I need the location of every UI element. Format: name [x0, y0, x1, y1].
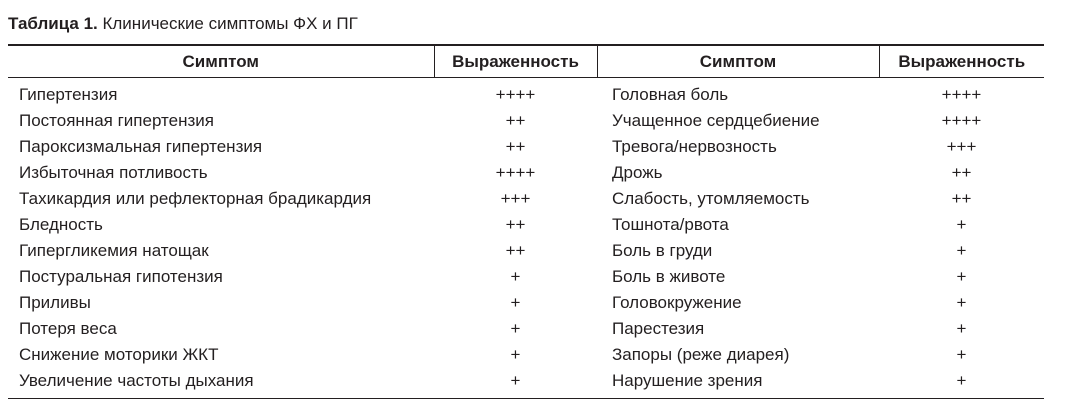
right-severity-cell: ++++ — [941, 85, 982, 104]
header-severity-left: Выраженность — [434, 45, 597, 78]
left-severity-cell: + — [510, 371, 521, 390]
right-symptom-cell: Учащенное сердцебиение — [612, 111, 820, 130]
left-symptom-cell: Гипертензия — [19, 85, 118, 104]
right-symptom-cell: Дрожь — [612, 163, 663, 182]
right-severity-cell: + — [956, 319, 967, 338]
right-symptom-cell: Головная боль — [612, 85, 729, 104]
left-severity-cell: ++ — [505, 111, 526, 130]
right-severity-cell: + — [956, 293, 967, 312]
right-symptom-cell: Слабость, утомляемость — [612, 189, 810, 208]
left-severity-cell: ++ — [505, 241, 526, 260]
left-symptom-cell: Потеря веса — [19, 319, 117, 338]
left-severity-cell: + — [510, 345, 521, 364]
header-symptom-right: Симптом — [597, 45, 879, 78]
left-symptom-cell: Избыточная потливость — [19, 163, 208, 182]
left-symptom-cell: Пароксизмальная гипертензия — [19, 137, 263, 156]
table-row — [8, 78, 1044, 109]
table-row — [8, 108, 1044, 134]
right-severity-cell: +++ — [946, 137, 977, 156]
table-row — [8, 134, 1044, 160]
table-row — [8, 186, 1044, 212]
table-row — [8, 368, 1044, 399]
left-symptom-cell: Увеличение частоты дыхания — [19, 371, 254, 390]
table-caption — [8, 14, 358, 34]
right-severity-cell: ++ — [951, 189, 972, 208]
table-row — [8, 264, 1044, 290]
left-symptom-cell: Снижение моторики ЖКТ — [19, 345, 219, 364]
table-row — [8, 212, 1044, 238]
left-severity-cell: ++++ — [495, 85, 536, 104]
table-row — [8, 290, 1044, 316]
right-severity-cell: + — [956, 215, 967, 234]
left-severity-cell: ++ — [505, 215, 526, 234]
right-symptom-cell: Тревога/нервозность — [612, 137, 777, 156]
left-severity-cell: + — [510, 267, 521, 286]
table-caption-text: Клинические симптомы ФХ и ПГ — [97, 14, 358, 33]
table-header-row — [8, 45, 1044, 78]
left-symptom-cell: Бледность — [19, 215, 103, 234]
right-symptom-cell: Нарушение зрения — [612, 371, 763, 390]
table-row — [8, 316, 1044, 342]
left-severity-cell: ++++ — [495, 163, 536, 182]
left-severity-cell: + — [510, 293, 521, 312]
left-symptom-cell: Приливы — [19, 293, 91, 312]
right-symptom-cell: Запоры (реже диарея) — [612, 345, 790, 364]
right-severity-cell: + — [956, 241, 967, 260]
table-row — [8, 238, 1044, 264]
header-symptom-left: Симптом — [8, 45, 434, 78]
table-body — [8, 78, 1044, 399]
left-severity-cell: ++ — [505, 137, 526, 156]
left-symptom-cell: Тахикардия или рефлекторная брадикардия — [19, 189, 372, 208]
left-symptom-cell: Постуральная гипотензия — [19, 267, 223, 286]
right-severity-cell: + — [956, 371, 967, 390]
right-symptom-cell: Боль в животе — [612, 267, 726, 286]
right-severity-cell: ++++ — [941, 111, 982, 130]
right-severity-cell: + — [956, 267, 967, 286]
table-header — [8, 45, 1044, 78]
right-symptom-cell: Головокружение — [612, 293, 742, 312]
right-severity-cell: + — [956, 345, 967, 364]
left-symptom-cell: Постоянная гипертензия — [19, 111, 214, 130]
table-row — [8, 342, 1044, 368]
table-row — [8, 160, 1044, 186]
right-severity-cell: ++ — [951, 163, 972, 182]
left-severity-cell: + — [510, 319, 521, 338]
symptoms-table — [8, 44, 1044, 399]
right-symptom-cell: Тошнота/рвота — [612, 215, 729, 234]
header-severity-right: Выраженность — [898, 51, 1026, 71]
right-symptom-cell: Боль в груди — [612, 241, 713, 260]
table-caption-label: Таблица 1. — [8, 14, 98, 33]
left-symptom-cell: Гипергликемия натощак — [19, 241, 209, 260]
left-severity-cell: +++ — [500, 189, 531, 208]
right-symptom-cell: Парестезия — [612, 319, 705, 338]
